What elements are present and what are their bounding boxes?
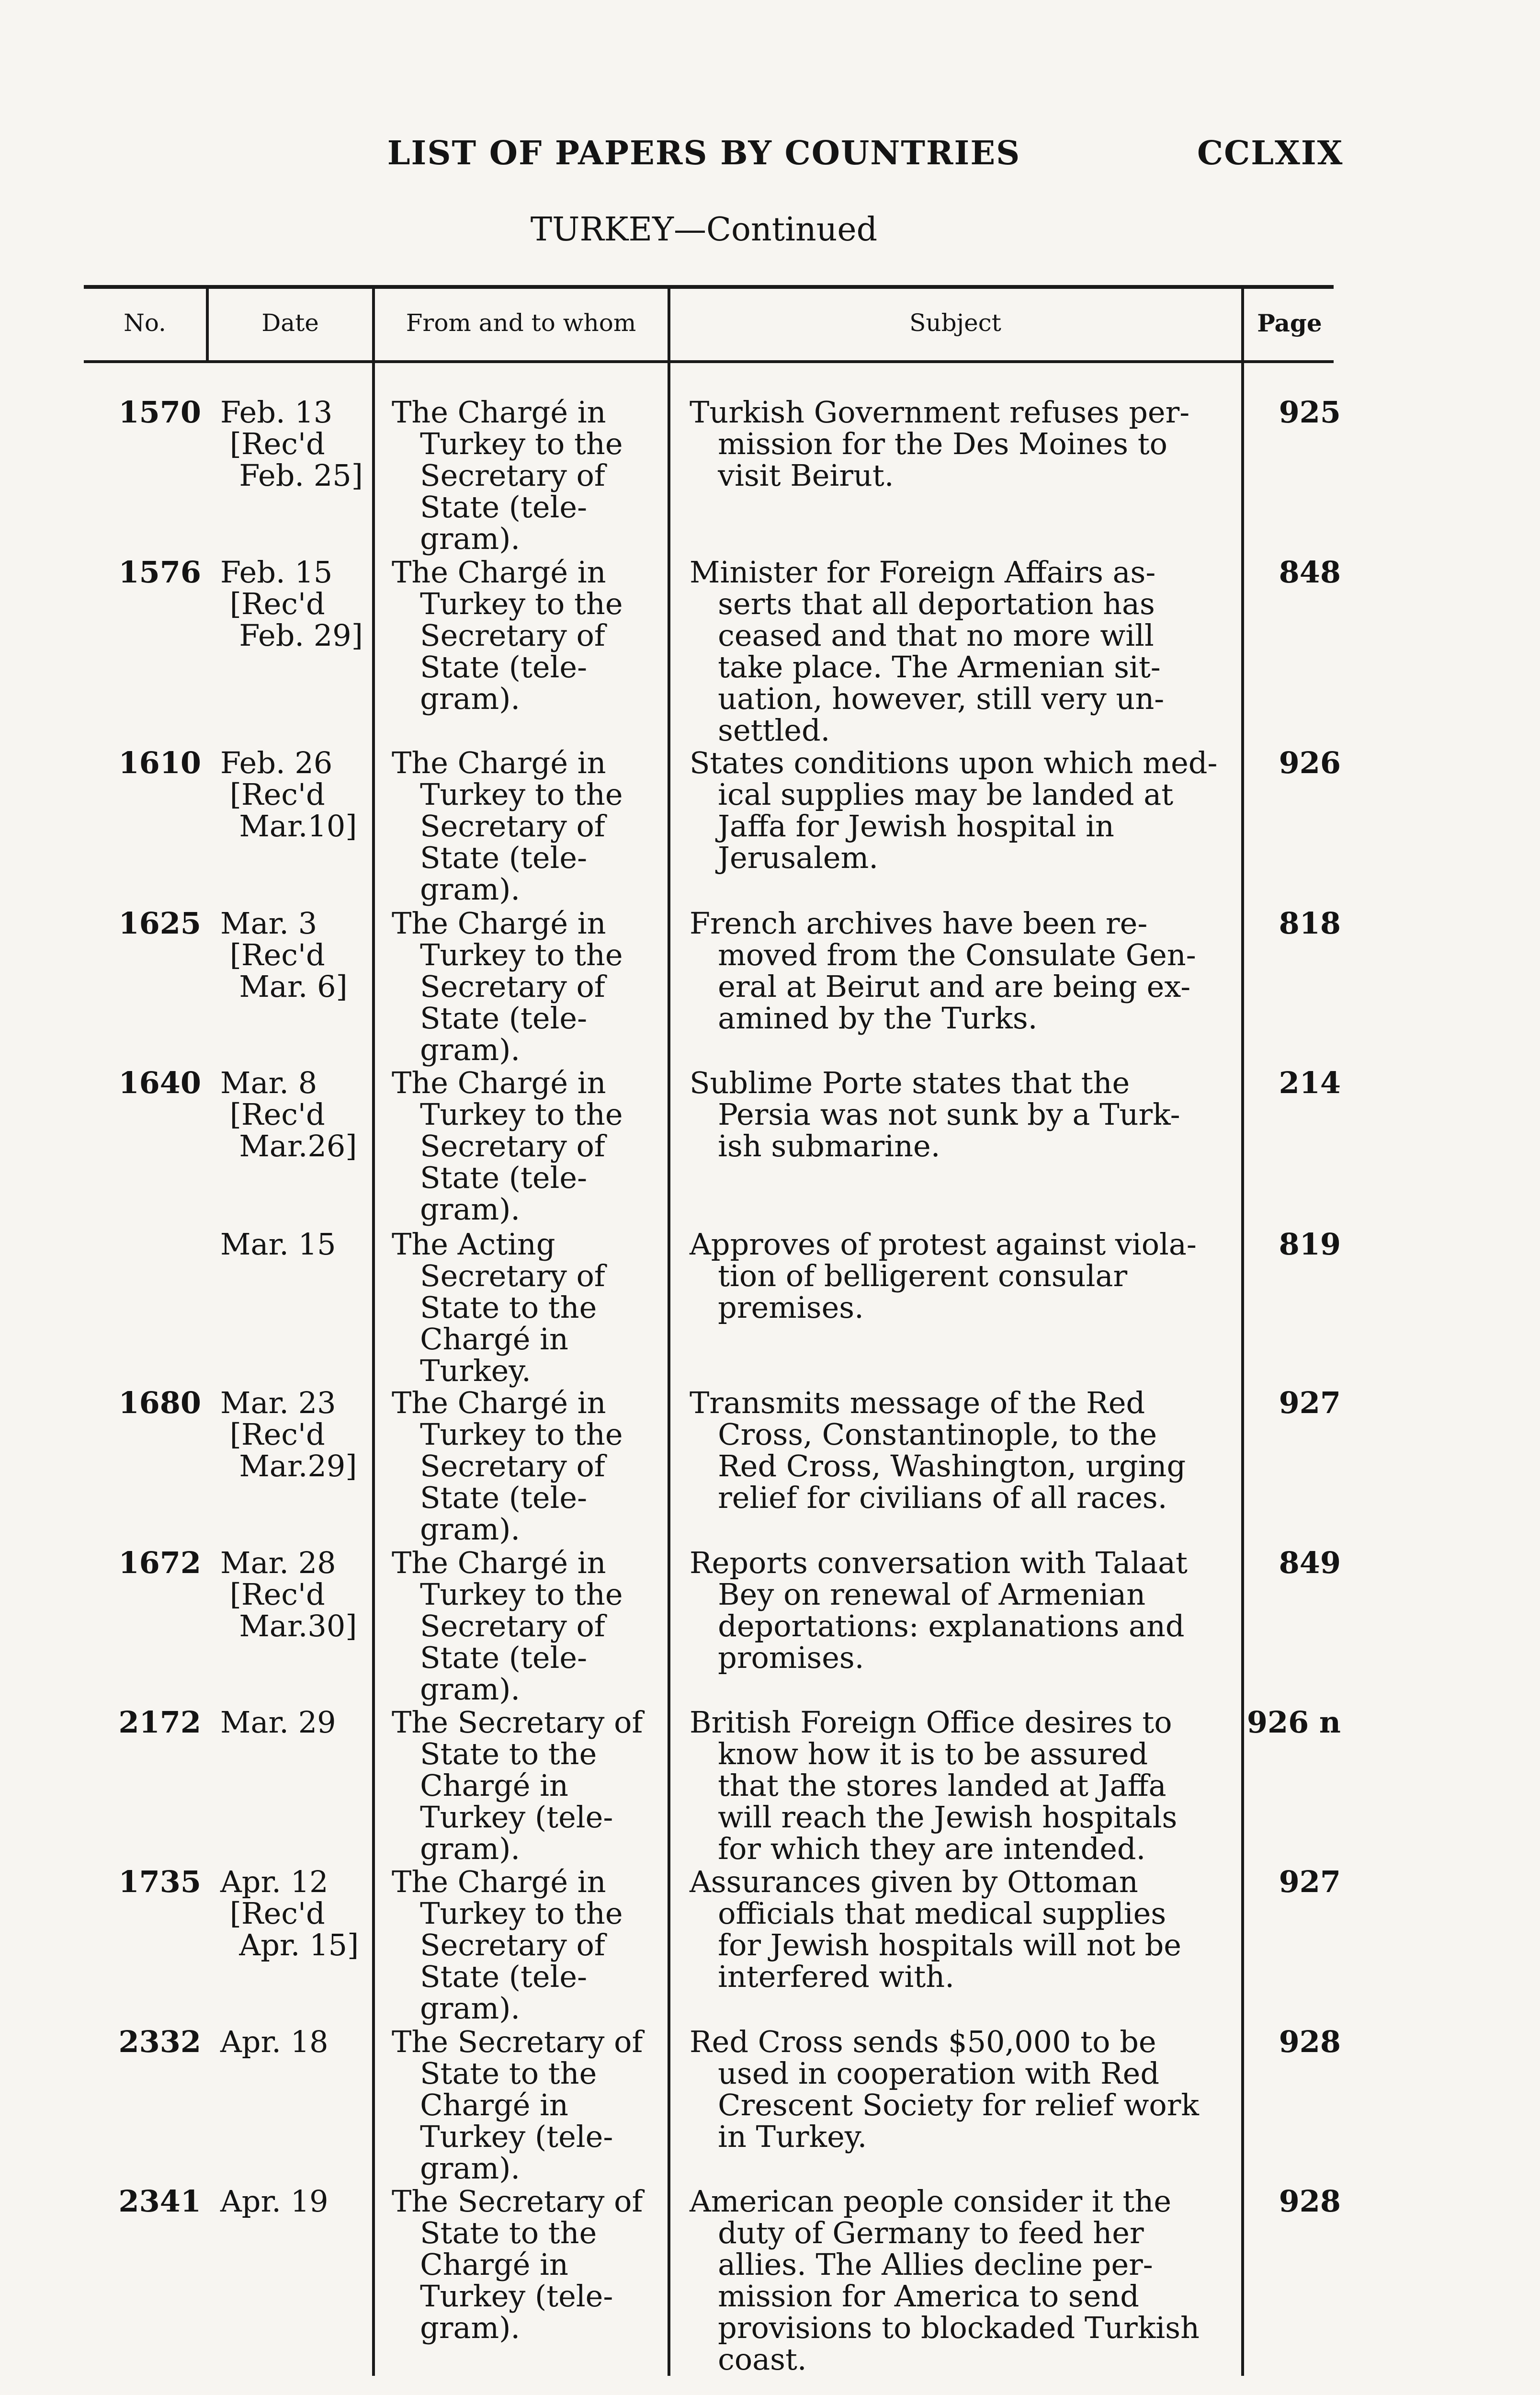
paper-subject: Reports conversation with Talaat Bey on renewal of Armenian deportations: explanations and promises. <box>690 1545 1188 1675</box>
paper-page: 848 <box>1279 555 1341 590</box>
paper-subject: Approves of protest against viola- tion of belligerent consular premises. <box>690 1227 1197 1325</box>
paper-page: 925 <box>1279 395 1341 430</box>
paper-page: 926 <box>1279 745 1341 780</box>
paper-date: Mar. 3 [Rec'd Mar. 6] <box>220 906 348 1004</box>
paper-date: Mar. 8 [Rec'd Mar.26] <box>220 1065 357 1163</box>
paper-from-to: The Acting Secretary of State to the Chargé in Turkey. <box>392 1227 605 1388</box>
paper-page: 926 n <box>1246 1705 1341 1740</box>
paper-number: 1680 <box>118 1385 201 1420</box>
paper-page: 214 <box>1279 1065 1341 1100</box>
paper-page: 849 <box>1279 1545 1341 1580</box>
paper-date: Apr. 18 <box>220 2024 328 2059</box>
paper-date: Feb. 26 [Rec'd Mar.10] <box>220 745 357 844</box>
paper-number: 1576 <box>118 555 201 590</box>
paper-subject: Minister for Foreign Affairs as- serts that all deportation has ceased and that no more will take place. The Armenian sit- uation, however, still very un- settled. <box>690 555 1165 748</box>
paper-subject: American people consider it the duty of Germany to feed her allies. The Allies decline per- mission for America to send provisions to blockaded Turkish coast. <box>690 2184 1200 2377</box>
paper-from-to: The Chargé in Turkey to the Secretary of State (tele- gram). <box>392 1545 623 1707</box>
paper-subject: Turkish Government refuses per- mission for the Des Moines to visit Beirut. <box>690 395 1190 493</box>
paper-from-to: The Secretary of State to the Chargé in Turkey (tele- gram). <box>392 2024 643 2186</box>
paper-subject: Red Cross sends $50,000 to be used in cooperation with Red Crescent Society for relief work in Turkey. <box>690 2024 1199 2154</box>
paper-number: 1625 <box>118 906 201 941</box>
column-header-date: Date <box>261 309 319 337</box>
column-header-from-to: From and to whom <box>406 309 636 337</box>
paper-number: 1640 <box>118 1065 201 1100</box>
paper-subject: States conditions upon which med- ical supplies may be landed at Jaffa for Jewish hospital in Jerusalem. <box>690 745 1218 875</box>
paper-date: Feb. 13 [Rec'd Feb. 25] <box>220 395 363 493</box>
table-header-rule <box>84 360 1334 363</box>
paper-number: 1735 <box>118 1864 201 1899</box>
paper-page: 819 <box>1279 1227 1341 1262</box>
column-header-page: Page <box>1257 309 1322 337</box>
paper-date: Mar. 28 [Rec'd Mar.30] <box>220 1545 357 1643</box>
paper-from-to: The Secretary of State to the Chargé in Turkey (tele- gram). <box>392 1705 643 1866</box>
paper-subject: French archives have been re- moved from the Consulate Gen- eral at Beirut and are being ex- amined by the Turks. <box>690 906 1196 1036</box>
paper-number: 1610 <box>118 745 201 780</box>
paper-from-to: The Chargé in Turkey to the Secretary of State (tele- gram). <box>392 555 623 716</box>
paper-page: 927 <box>1279 1385 1341 1420</box>
section-subtitle: TURKEY—Continued <box>530 211 878 249</box>
paper-from-to: The Chargé in Turkey to the Secretary of State (tele- gram). <box>392 906 623 1067</box>
running-title: LIST OF PAPERS BY COUNTRIES <box>387 134 1021 172</box>
column-header-no: No. <box>124 309 166 337</box>
table-top-rule <box>84 285 1334 289</box>
paper-date: Mar. 29 <box>220 1705 336 1740</box>
paper-number: 2332 <box>118 2024 201 2059</box>
column-header-subject: Subject <box>909 309 1001 337</box>
paper-page: 928 <box>1279 2024 1341 2059</box>
paper-subject: British Foreign Office desires to know how it is to be assured that the stores landed at Jaffa will reach the Jewish hospitals for which they are intended. <box>690 1705 1178 1866</box>
paper-date: Mar. 23 [Rec'd Mar.29] <box>220 1385 357 1483</box>
paper-date: Mar. 15 <box>220 1227 336 1262</box>
paper-page: 927 <box>1279 1864 1341 1899</box>
paper-number: 1672 <box>118 1545 201 1580</box>
paper-number: 2341 <box>118 2184 201 2219</box>
paper-from-to: The Chargé in Turkey to the Secretary of State (tele- gram). <box>392 1864 623 2026</box>
paper-from-to: The Chargé in Turkey to the Secretary of State (tele- gram). <box>392 1385 623 1547</box>
paper-from-to: The Secretary of State to the Chargé in Turkey (tele- gram). <box>392 2184 643 2345</box>
paper-from-to: The Chargé in Turkey to the Secretary of State (tele- gram). <box>392 745 623 907</box>
column-divider <box>1241 287 1244 2376</box>
page-number: CCLXIX <box>1197 134 1344 172</box>
paper-number: 2172 <box>118 1705 201 1740</box>
paper-subject: Sublime Porte states that the Persia was not sunk by a Turk- ish submarine. <box>690 1065 1180 1163</box>
paper-subject: Transmits message of the Red Cross, Constantinople, to the Red Cross, Washington, urging relief for civilians of all races. <box>690 1385 1186 1515</box>
paper-from-to: The Chargé in Turkey to the Secretary of State (tele- gram). <box>392 1065 623 1227</box>
paper-page: 818 <box>1279 906 1341 941</box>
paper-date: Feb. 15 [Rec'd Feb. 29] <box>220 555 363 653</box>
paper-page: 928 <box>1279 2184 1341 2219</box>
paper-date: Apr. 12 [Rec'd Apr. 15] <box>220 1864 359 1962</box>
paper-subject: Assurances given by Ottoman officials that medical supplies for Jewish hospitals will not be interfered with. <box>690 1864 1181 1994</box>
paper-from-to: The Chargé in Turkey to the Secretary of State (tele- gram). <box>392 395 623 556</box>
paper-number: 1570 <box>118 395 201 430</box>
paper-date: Apr. 19 <box>220 2184 328 2219</box>
